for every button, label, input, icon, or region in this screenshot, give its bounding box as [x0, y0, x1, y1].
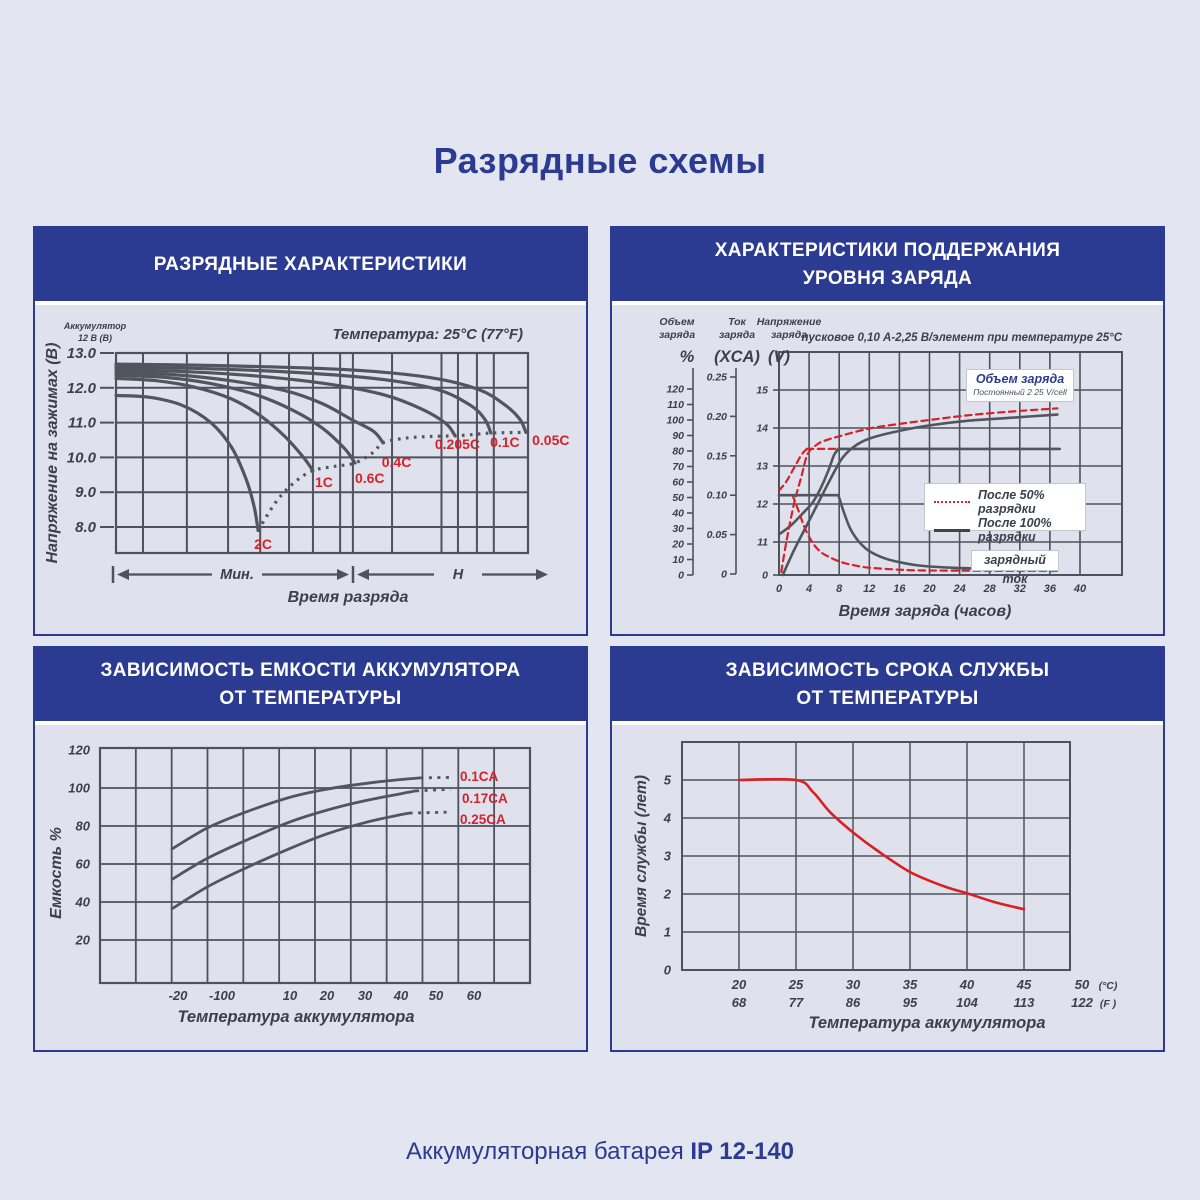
x-axis-label: Температура аккумулятора: [808, 1014, 1046, 1032]
rate-label-0.205C: 0.205C: [434, 436, 481, 453]
y-tick-label: 9.0: [75, 484, 96, 502]
corner-note: Аккумулятор: [63, 321, 127, 331]
x-axis-label: Время заряда (часов): [838, 603, 1012, 620]
legend-charge-volume: [966, 369, 1074, 402]
percent-tick: 70: [672, 461, 684, 473]
axis-header: Напряжение: [756, 316, 822, 328]
legend-charge-current: зарядный ток: [971, 550, 1059, 571]
panel4-header: [612, 648, 1163, 725]
y-tick-label: 60: [75, 856, 90, 872]
panel2-header: [612, 228, 1163, 305]
legend-charge-volume-title: Объем заряда: [975, 372, 1065, 386]
axis-unit: (XCA): [714, 348, 760, 366]
x-tick-label: 60: [466, 988, 482, 1003]
x-tick-fahrenheit: 113: [1013, 995, 1035, 1010]
y-tick-label: 8.0: [75, 519, 96, 536]
panel-service-life-vs-temperature: [610, 646, 1165, 1052]
x-tick-label: 40: [393, 988, 409, 1003]
panel-charge-retention: [610, 226, 1165, 636]
voltage-tick: 15: [756, 384, 768, 397]
y-tick-label: 5: [663, 772, 671, 788]
x-tick-label: 20: [923, 583, 936, 595]
x-axis-label: Время разряда: [287, 589, 409, 606]
y-tick-label: 40: [75, 894, 90, 910]
current-tick: 0.20: [706, 410, 727, 423]
y-tick-label: 120: [68, 742, 90, 758]
x-tick-fahrenheit: 95: [902, 995, 918, 1010]
legend-charge-volume-subtitle: Постоянный 2 25 V/cell: [973, 387, 1067, 397]
y-tick-label: 12.0: [66, 379, 96, 397]
chart-subtitle: пусковое 0,10 А-2,25 В/элемент при температуре 25°C: [801, 332, 1122, 344]
rate-label-0.4C: 0.4C: [381, 454, 412, 471]
x-tick-label: -20: [168, 988, 188, 1003]
rate-label-0.17CA: 0.17CA: [462, 791, 508, 806]
voltage-tick: 12: [756, 498, 768, 511]
x-tick-label: 16: [893, 583, 906, 595]
x-tick-celsius: 30: [845, 977, 861, 992]
percent-tick: 40: [672, 507, 684, 520]
panel4-header-line1: ЗАВИСИМОСТЬ СРОКА СЛУЖБЫ: [725, 659, 1050, 681]
x-tick-label: 10: [282, 988, 298, 1003]
y-tick-label: 3: [663, 848, 671, 864]
footer-prefix: Аккумуляторная батарея: [405, 1138, 684, 1165]
axis-header: заряда: [770, 329, 808, 341]
y-axis-label: Емкость %: [48, 827, 65, 919]
x-tick-label: 20: [319, 988, 335, 1003]
x-tick-fahrenheit: 68: [731, 995, 747, 1010]
rate-label-1C: 1C: [314, 473, 333, 490]
x-tick-fahrenheit: 104: [956, 995, 978, 1010]
footer-model: IP 12-140: [690, 1138, 795, 1165]
x-tick-label: 50: [428, 988, 444, 1003]
y-tick-label: 4: [663, 810, 671, 826]
x-tick-celsius: 45: [1016, 977, 1032, 992]
y-tick-label: 13.0: [66, 345, 96, 362]
fahrenheit-unit-label: (F ): [1099, 998, 1117, 1010]
current-tick: 0: [721, 568, 727, 581]
percent-tick: 20: [672, 538, 684, 551]
percent-tick: 100: [666, 414, 684, 427]
x-tick-label: 30: [357, 988, 373, 1003]
x-tick-label: 24: [953, 583, 966, 595]
panel2-header-line1: ХАРАКТЕРИСТИКИ ПОДДЕРЖАНИЯ: [714, 239, 1061, 261]
legend-row-after-50: [934, 488, 1076, 516]
x-tick-label: 12: [863, 583, 876, 595]
y-tick-label: 0: [663, 962, 671, 978]
x-tick-celsius: 40: [959, 977, 975, 992]
x-tick-fahrenheit: 122: [1071, 995, 1093, 1010]
red-dotted-line-sample: [934, 501, 970, 503]
x-tick-fahrenheit: 86: [845, 995, 861, 1010]
page-title: Разрядные схемы: [433, 140, 767, 181]
panel1-header-line1: РАЗРЯДНЫЕ ХАРАКТЕРИСТИКИ: [153, 253, 468, 275]
panel3-header-line2: ОТ ТЕМПЕРАТУРЫ: [219, 687, 402, 709]
percent-tick: 0: [678, 569, 684, 582]
percent-tick: 60: [672, 476, 684, 489]
voltage-tick: 13: [756, 460, 768, 473]
y-axis-label: Напряжение на зажимах (В): [44, 342, 61, 564]
x-tick-celsius: 50: [1074, 977, 1090, 992]
rate-label-0.05C: 0.05C: [532, 431, 570, 448]
x-tick-label: -100: [208, 988, 236, 1003]
x-axis-label: Температура аккумулятора: [177, 1008, 415, 1026]
x-tick-label: 28: [983, 583, 996, 595]
y-tick-label: 80: [75, 818, 90, 834]
y-tick-label: 2: [663, 886, 671, 902]
percent-tick: 90: [672, 430, 684, 442]
panel2-header-line2: УРОВНЯ ЗАРЯДА: [802, 267, 973, 289]
corner-note: 12 В (В): [77, 333, 113, 343]
axis-header: заряда: [658, 329, 696, 341]
panel-discharge-characteristics: [33, 226, 588, 636]
y-axis-label: Время службы (лет): [633, 775, 650, 937]
x-tick-label: 40: [1073, 583, 1087, 595]
current-tick: 0.10: [706, 489, 727, 502]
section-hours: Н: [452, 567, 464, 583]
percent-tick: 50: [672, 492, 684, 504]
y-tick-label: 10.0: [66, 449, 96, 467]
axis-header: Ток: [728, 316, 746, 328]
axis-header: Объем: [659, 316, 695, 328]
celsius-unit-label: (°C): [1098, 980, 1118, 992]
legend-discharge-states: [924, 483, 1086, 544]
legend-after-100-label: После 100% разрядки: [978, 516, 1052, 544]
current-tick: 0.15: [706, 450, 727, 463]
x-tick-celsius: 25: [788, 977, 804, 992]
y-tick-label: 11.0: [67, 414, 96, 432]
axis-unit: %: [679, 348, 695, 366]
y-tick-label: 100: [68, 780, 90, 796]
x-tick-label: 0: [775, 583, 783, 595]
panel1-header: [35, 228, 586, 305]
current-tick: 0.25: [706, 371, 727, 384]
footer-caption: [0, 1138, 1200, 1166]
x-tick-celsius: 35: [902, 977, 918, 992]
section-minutes: Мин.: [220, 567, 254, 583]
rate-label-0.6C: 0.6C: [354, 470, 385, 487]
legend-after-50-label: После 50% разрядки: [978, 488, 1045, 516]
voltage-tick: 11: [757, 536, 768, 549]
rate-label-0.25CA: 0.25CA: [460, 812, 506, 827]
x-tick-label: 32: [1013, 583, 1026, 595]
x-tick-celsius: 20: [731, 977, 747, 992]
panel3-header-line1: ЗАВИСИМОСТЬ ЕМКОСТИ АККУМУЛЯТОРА: [100, 659, 521, 681]
y-tick-label: 1: [663, 924, 671, 940]
x-tick-label: 8: [836, 583, 843, 595]
x-tick-label: 4: [806, 583, 813, 595]
x-tick-label: 36: [1043, 583, 1057, 595]
percent-tick: 30: [672, 523, 684, 535]
legend-row-after-100: [934, 516, 1076, 544]
y-tick-label: 20: [75, 932, 90, 948]
rate-label-0.1C: 0.1C: [490, 433, 520, 450]
panel-capacity-vs-temperature: [33, 646, 588, 1052]
panel4-header-line2: ОТ ТЕМПЕРАТУРЫ: [796, 687, 979, 709]
percent-tick: 80: [672, 445, 684, 458]
voltage-tick: 0: [762, 569, 768, 582]
axis-header: заряда: [718, 329, 756, 341]
percent-tick: 120: [666, 383, 684, 396]
percent-tick: 10: [672, 554, 684, 566]
percent-tick: 110: [667, 399, 684, 411]
x-tick-fahrenheit: 77: [788, 995, 804, 1010]
rate-label-2C: 2C: [254, 535, 273, 552]
axis-unit: (V): [768, 348, 790, 366]
voltage-tick: 14: [756, 422, 768, 435]
rate-label-0.1CA: 0.1CA: [460, 769, 499, 784]
panel3-header: [35, 648, 586, 725]
temperature-note: Температура: 25°C (77°F): [332, 326, 523, 343]
dark-solid-line-sample: [934, 529, 970, 532]
current-tick: 0.05: [706, 529, 727, 542]
